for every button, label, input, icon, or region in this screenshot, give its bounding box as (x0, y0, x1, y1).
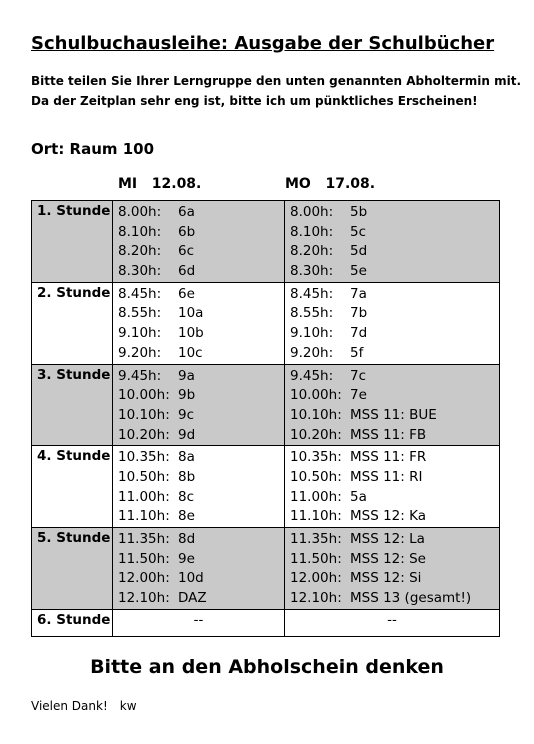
time-slot (290, 468, 499, 488)
slot-class: 9e (178, 550, 195, 567)
slot-class: MSS 11: FB (350, 426, 427, 443)
schedule-row (32, 282, 500, 364)
slot-time: 10.50h: (118, 468, 170, 485)
slot-class: MSS 12: La (350, 531, 425, 547)
slot-class: 8d (178, 531, 196, 547)
slot-class: 6b (178, 223, 196, 240)
day2-cell (285, 446, 500, 528)
slot-time: 10.10h: (118, 406, 170, 423)
slot-class: 8c (178, 488, 195, 505)
slot-class: 8b (178, 468, 196, 485)
slot-class: 7e (350, 387, 367, 404)
document-title: Schulbuchausleihe: Ausgabe der Schulbücher (31, 33, 495, 54)
slot-class: 7c (350, 367, 367, 384)
slot-class: 9d (178, 426, 196, 443)
slot-time: 10.20h: (118, 426, 170, 443)
slot-time: 8.00h: (290, 204, 334, 220)
day2-cell (285, 201, 500, 283)
time-slot (290, 488, 499, 508)
schedule-table (31, 200, 500, 637)
slot-class: 7a (350, 285, 367, 302)
slot-time: 10.35h: (118, 449, 170, 466)
period-label: 5. Stunde (32, 528, 113, 610)
time-slot (118, 285, 284, 305)
slot-class: 6e (178, 285, 195, 302)
slot-class: 9b (178, 387, 196, 404)
slot-class: 5b (350, 204, 368, 220)
day2-cell: -- (285, 609, 500, 636)
time-slot (118, 367, 284, 387)
slot-class: 9a (178, 367, 195, 384)
slot-class: 6d (178, 263, 196, 280)
time-slot (290, 285, 499, 305)
time-slot (290, 367, 499, 387)
time-slot (118, 569, 284, 589)
time-slot (118, 488, 284, 508)
time-slot (118, 550, 284, 570)
slot-time: 8.55h: (118, 305, 162, 322)
slot-time: 12.00h: (118, 570, 170, 587)
time-slot (290, 262, 499, 282)
slot-class: 10c (178, 344, 203, 361)
time-slot (118, 203, 284, 223)
time-slot (118, 386, 284, 406)
day1-cell: -- (113, 609, 285, 636)
time-slot (118, 589, 284, 609)
time-slot (118, 448, 284, 468)
schedule-row (32, 528, 500, 610)
slot-time: 8.30h: (118, 263, 162, 280)
intro-line: Bitte teilen Sie Ihrer Lerngruppe den unten genannten Abholtermin mit. (31, 74, 522, 88)
slot-time: 11.50h: (290, 550, 342, 567)
slot-class: 10b (178, 325, 204, 342)
time-slot (118, 344, 284, 364)
time-slot (290, 406, 499, 426)
slot-class: 5a (350, 488, 367, 505)
intro-text (31, 71, 521, 111)
slot-time: 10.20h: (290, 426, 342, 443)
slot-time: 9.45h: (118, 367, 162, 384)
slot-time: 10.50h: (290, 468, 342, 485)
slot-class: MSS 11: RI (350, 468, 423, 485)
day1-cell (113, 282, 285, 364)
slot-class: DAZ (178, 590, 207, 607)
slot-class: 5c (350, 223, 367, 240)
time-slot (290, 448, 499, 468)
slot-time: 8.45h: (118, 285, 162, 302)
schedule-row-last (32, 609, 500, 636)
day1-cell (113, 446, 285, 528)
slot-time: 12.10h: (118, 590, 170, 607)
time-slot (290, 550, 499, 570)
time-slot (118, 426, 284, 446)
footer-initials: kw (119, 699, 137, 713)
slot-class: 6c (178, 243, 195, 260)
slot-time: 11.10h: (118, 508, 170, 525)
slot-time: 8.00h: (118, 204, 162, 220)
slot-time: 10.00h: (118, 387, 170, 404)
slot-time: 8.20h: (290, 243, 334, 260)
slot-class: MSS 12: Ka (350, 508, 426, 525)
time-slot (118, 530, 284, 550)
slot-class: 6a (178, 204, 195, 220)
location-heading: Ort: Raum 100 (31, 140, 155, 158)
day-header-2: MO 17.08. (285, 176, 376, 192)
time-slot (290, 203, 499, 223)
slot-time: 11.35h: (290, 531, 342, 547)
slot-time: 11.00h: (118, 488, 170, 505)
slot-class: 5d (350, 243, 368, 260)
period-label: 6. Stunde (32, 609, 113, 636)
slot-time: 8.10h: (290, 223, 334, 240)
slot-time: 9.20h: (118, 344, 162, 361)
day1-cell (113, 364, 285, 446)
time-slot (290, 530, 499, 550)
day2-cell (285, 282, 500, 364)
slot-time: 9.10h: (290, 325, 334, 342)
time-slot (118, 406, 284, 426)
time-slot (118, 468, 284, 488)
slot-time: 10.35h: (290, 449, 342, 466)
slot-class: 10a (178, 305, 204, 322)
schedule-row (32, 446, 500, 528)
intro-line: Da der Zeitplan sehr eng ist, bitte ich um pünktliches Erscheinen! (31, 94, 478, 108)
time-slot (290, 569, 499, 589)
time-slot (118, 242, 284, 262)
time-slot (290, 324, 499, 344)
slot-time: 8.55h: (290, 305, 334, 322)
time-slot (118, 223, 284, 243)
slot-class: 10d (178, 570, 204, 587)
slot-time: 12.10h: (290, 590, 342, 607)
slot-time: 9.10h: (118, 325, 162, 342)
slot-class: 7d (350, 325, 368, 342)
period-label: 4. Stunde (32, 446, 113, 528)
slot-time: 12.00h: (290, 570, 342, 587)
slot-time: 8.10h: (118, 223, 162, 240)
slot-time: 11.50h: (118, 550, 170, 567)
slot-time: 9.20h: (290, 344, 334, 361)
time-slot (290, 589, 499, 609)
slot-time: 11.00h: (290, 488, 342, 505)
time-slot (118, 324, 284, 344)
reminder-heading: Bitte an den Abholschein denken (90, 656, 444, 678)
slot-class: MSS 13 (gesamt!) (350, 590, 472, 607)
period-label: 2. Stunde (32, 282, 113, 364)
footer-thanks: Vielen Dank! (31, 699, 108, 713)
slot-class: MSS 11: FR (350, 449, 427, 466)
slot-class: MSS 12: Se (350, 550, 426, 567)
slot-time: 11.35h: (118, 531, 170, 547)
slot-time: 8.20h: (118, 243, 162, 260)
slot-class: 8e (178, 508, 195, 525)
slot-time: 10.10h: (290, 406, 342, 423)
slot-time: 10.00h: (290, 387, 342, 404)
time-slot (290, 242, 499, 262)
time-slot (290, 223, 499, 243)
slot-class: MSS 12: Si (350, 570, 422, 587)
slot-class: 5e (350, 263, 367, 280)
slot-time: 9.45h: (290, 367, 334, 384)
slot-time: 8.45h: (290, 285, 334, 302)
time-slot (290, 304, 499, 324)
slot-class: 7b (350, 305, 368, 322)
day1-cell (113, 201, 285, 283)
day2-cell (285, 364, 500, 446)
time-slot (118, 507, 284, 527)
slot-class: 5f (350, 344, 364, 361)
time-slot (290, 344, 499, 364)
schedule-row (32, 364, 500, 446)
footer (31, 699, 149, 713)
time-slot (118, 262, 284, 282)
slot-class: 9c (178, 406, 195, 423)
time-slot (118, 304, 284, 324)
slot-class: MSS 11: BUE (350, 406, 437, 423)
time-slot (290, 426, 499, 446)
day-header-1: MI 12.08. (118, 176, 202, 192)
time-slot (290, 386, 499, 406)
schedule-row (32, 201, 500, 283)
day2-cell (285, 528, 500, 610)
slot-time: 11.10h: (290, 508, 342, 525)
time-slot (290, 507, 499, 527)
slot-class: 8a (178, 449, 195, 466)
period-label: 1. Stunde (32, 201, 113, 283)
slot-time: 8.30h: (290, 263, 334, 280)
day1-cell (113, 528, 285, 610)
period-label: 3. Stunde (32, 364, 113, 446)
